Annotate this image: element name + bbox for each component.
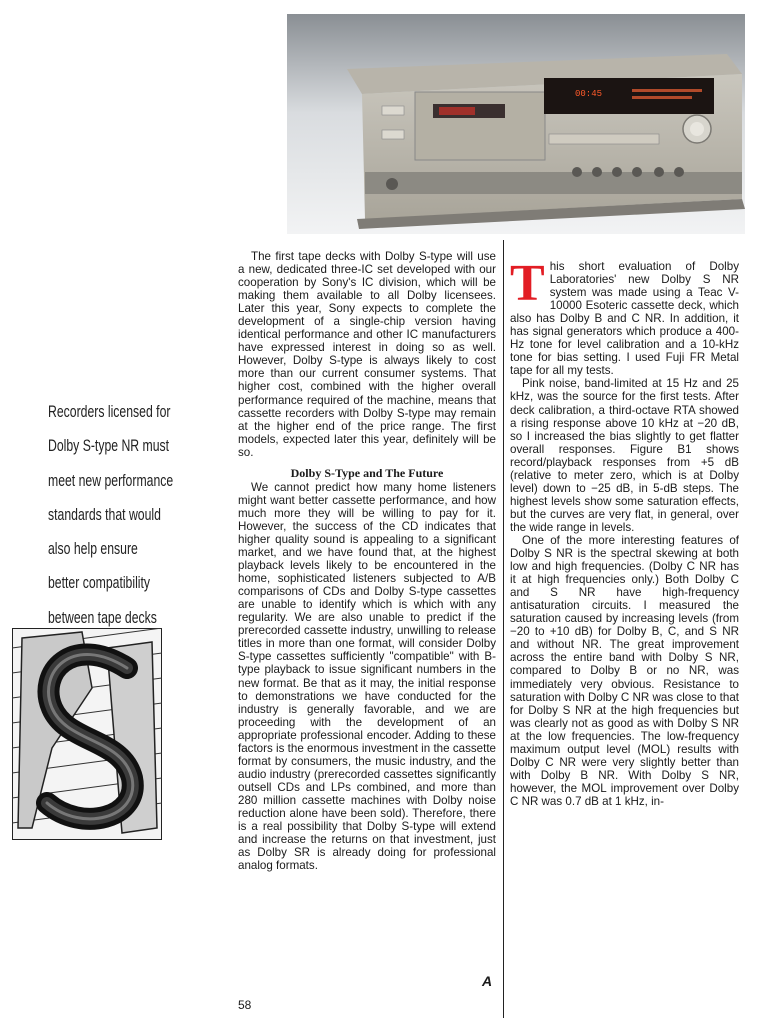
column-divider — [503, 240, 504, 1018]
sidebar-paragraph: One of the more interesting features of Dolby S NR is the spectral skewing at both low and high frequencies. (Dolby C NR has it at high frequencies only.) Both Dolby C and S NR have high-frequency antisaturation circuits. I measured the saturation caused by increasing levels (from −20 to +10 dB) for Dolby B, C, and S NR and without NR. The great improvement across the entire band with Dolby S NR, compared to Dolby B or no NR, was immediately very obvious. Resistance to saturation with Dolby C NR was close to that for Dolby S NR at the high frequencies but was clearly not as good as with Dolby S NR at the low frequencies. The low-frequency maximum output level (MOL) results with Dolby C NR were very slightly better than with Dolby B NR. With Dolby S NR, however, the MOL improvement over Dolby C NR was 0.7 dB at 1 kHz, in- — [510, 533, 739, 808]
sidebar-paragraph: This short evaluation of Dolby Laboratories' new Dolby S NR system was made using a Teac V-10000 Esoteric cassette deck, which also has Dolby B and C NR. In addition, it has signal generators which produce a 400-Hz tone for level calibration and a 10-kHz tone for bias setting. I used Fuji FR Metal tape for all my tests. — [510, 255, 739, 378]
pull-quote-line: standards that would — [48, 504, 161, 524]
pull-quote — [48, 395, 174, 635]
cassette-deck-photo — [287, 14, 745, 234]
pull-quote-line: between tape decks — [48, 607, 157, 627]
sidebar-column — [510, 255, 739, 808]
section-heading: Dolby S-Type and The Future — [290, 465, 444, 480]
deck-display-readout: 00:45 — [575, 89, 603, 99]
pull-quote-line: meet new performance — [48, 470, 174, 490]
pull-quote-line: also help ensure — [48, 539, 138, 559]
pull-quote-line: better compatibility — [48, 573, 151, 593]
pull-quote-line: Dolby S-type NR must — [48, 436, 170, 456]
pull-quote-line: Recorders licensed for — [48, 402, 171, 421]
page-number: 58 — [238, 998, 252, 1012]
end-mark: A — [482, 973, 493, 989]
drop-cap: T — [510, 255, 545, 312]
sidebar-paragraph: Pink noise, band-limited at 15 Hz and 25 kHz, was the source for the first tests. After deck calibration, a third-octave RTA showed a rising response above 10 kHz at −20 dB, so I increased the bias slightly to get flatter overall responses. Figure B1 shows record/playback responses from +5 dB (relative to meter zero, which is at Dolby level) down to −25 dB, in 5-dB steps. The highest levels show some saturation effects, but the curves are very flat, in general, over the wide range in levels. — [510, 377, 739, 534]
article-paragraph: We cannot predict how many home listeners might want better cassette performance, and how much more they will be willing to pay for it. However, the success of the CD indicates that higher quality sound is appealing to a significant market, and we have found that, at the highest playback levels likely to be encountered in the home, sophisticated listeners subjected to A/B comparisons of CDs and Dolby S-type cassettes are unable to identify which is which with any regularity. We are also unable to predict if the prerecorded cassette industry, unwilling to release titles in more than one format, will consider Dolby S-type cassettes sufficiently "compatible" with B-type playback to issue significant numbers in the new format. Be that as it may, the initial response to demonstrations we have conducted for the industry is generally favorable, and we are proceeding with the development of an appropriate professional encoder. Adding to these factors is the enormous investment in the cassette format by consumers, the music industry, and the audio industry (prerecorded cassettes significantly outsell CDs and LPs combined, and more than 280 million cassette machines with Dolby noise reduction alone have been sold). Therefore, there is a real possibility that Dolby S-type will extend and increase the returns on that investment, just as Dolby SR is already doing for professional analog formats. — [238, 480, 496, 873]
article-column — [238, 250, 496, 872]
article-paragraph: The first tape decks with Dolby S-type will use a new, dedicated three-IC set developed with our cooperation by Sony's IC division, which will be making them available to all Dolby licensees. Later this year, Sony expects to complete the development of a single-chip version having identical performance and other IC manufacturers have expressed interest in doing so as well. However, Dolby S-type is always likely to cost more than our current consumer systems. That higher cost, combined with the higher overall performance required of the machine, means that cassette recorders with Dolby S-type may remain at the higher end of the price range. The first models, expected later this year, definitely will be so. — [238, 250, 496, 459]
s-tape-illustration — [12, 628, 162, 840]
